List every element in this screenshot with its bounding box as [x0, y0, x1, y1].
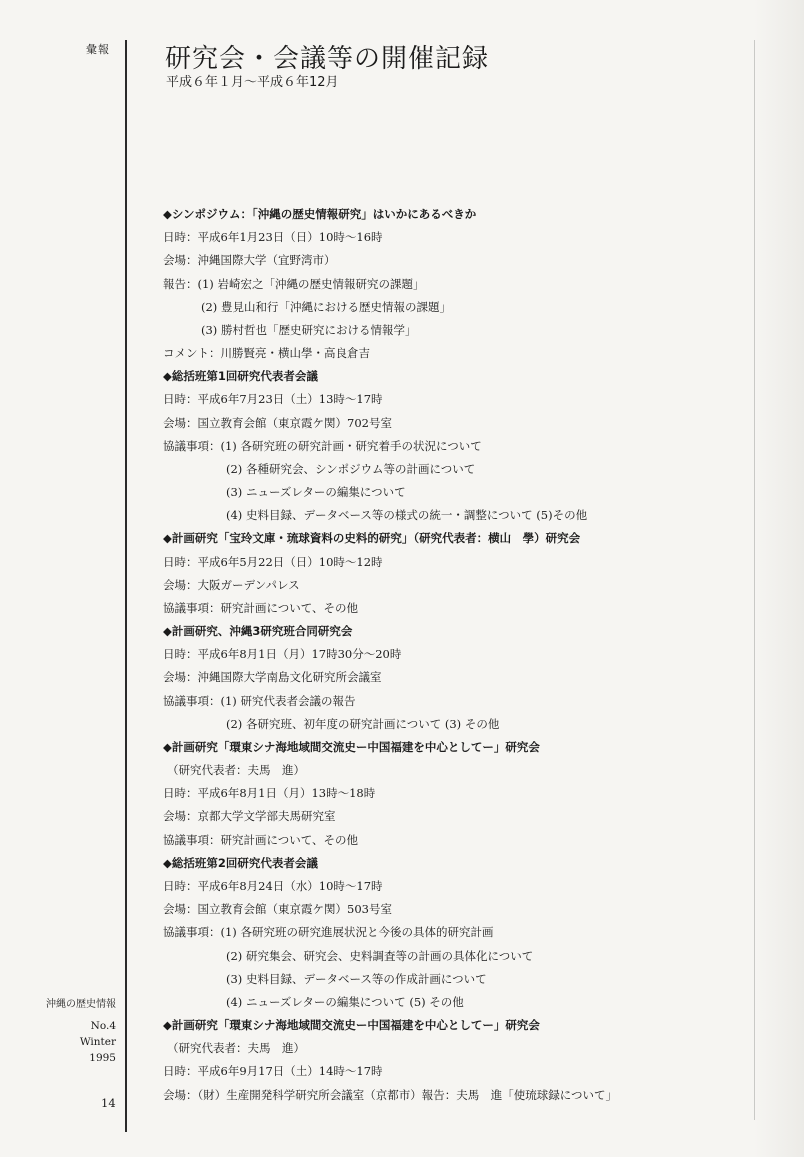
- record-heading: ◆計画研究「環東シナ海地域間交流史ー中国福建を中心としてー」研究会: [163, 739, 540, 754]
- record-line: (3) 史料目録、データベース等の作成計画について: [226, 971, 487, 986]
- record-line: 会場：国立教育会館（東京霞ケ関）702号室: [163, 415, 392, 430]
- record-line: 協議事項：研究計画について、その他: [163, 600, 359, 615]
- record-heading: ◆計画研究「宝玲文庫・琉球資料の史料的研究」（研究代表者：横山 學）研究会: [163, 531, 581, 546]
- record-line: 日時：平成6年8月1日（月）13時〜18時: [163, 786, 376, 801]
- record-heading: ◆総括班第1回研究代表者会議: [163, 369, 318, 384]
- record-line: 日時：平成6年8月24日（水）10時〜17時: [163, 878, 383, 893]
- record-line: (2) 研究集会、研究会、史料調査等の計画の具体化について: [226, 948, 534, 963]
- record-line: 日時：平成6年1月23日（日）10時〜16時: [163, 230, 383, 245]
- publication-title: 沖縄の歴史情報: [46, 999, 116, 1010]
- record-heading: ◆シンポジウム：「沖縄の歴史情報研究」はいかにあるべきか: [163, 207, 477, 221]
- record-line: コメント：川勝賢亮・横山學・高良倉吉: [163, 346, 370, 361]
- right-page-rule: [754, 40, 755, 1120]
- record-line: (3) 勝村哲也「歴史研究における情報学」: [201, 322, 417, 337]
- record-line: 日時：平成6年8月1日（月）17時30分〜20時: [163, 647, 402, 662]
- record-line: 会場：沖縄国際大学（宜野湾市）: [163, 253, 336, 268]
- record-list: [163, 203, 748, 1107]
- page-title: 研究会・会議等の開催記録: [165, 44, 490, 74]
- record-line: (3) ニューズレターの編集について: [226, 485, 406, 500]
- record-line: (4) ニューズレターの編集について (5) その他: [226, 994, 464, 1009]
- record-line: 日時：平成6年7月23日（土）13時〜17時: [163, 392, 383, 407]
- record-line: 報告：(1) 岩崎宏之「沖縄の歴史情報研究の課題」: [163, 276, 425, 291]
- record-line: 会場：京都大学文学部夫馬研究室: [163, 809, 336, 824]
- record-line: 協議事項：研究計画について、その他: [163, 832, 359, 847]
- issue-number: No.4: [90, 1020, 116, 1032]
- page-subtitle: 平成６年１月〜平成６年12月: [166, 75, 339, 90]
- record-line: (4) 史料目録、データベース等の様式の統一・調整について (5)その他: [226, 508, 588, 523]
- page-number: 14: [101, 1096, 116, 1110]
- record-line: 協議事項：(1) 研究代表者会議の報告: [163, 693, 356, 708]
- record-line: (2) 各種研究会、シンポジウム等の計画について: [226, 461, 476, 476]
- record-line: (2) 各研究班、初年度の研究計画について (3) その他: [226, 716, 500, 731]
- issue-season: Winter: [79, 1036, 116, 1048]
- record-line: (2) 豊見山和行「沖縄における歴史情報の課題」: [201, 299, 451, 314]
- issue-year: 1995: [89, 1052, 116, 1064]
- record-line: 協議事項：(1) 各研究班の研究進展状況と今後の具体的研究計画: [163, 925, 494, 940]
- section-tag: 彙報: [86, 43, 110, 56]
- record-heading: ◆総括班第2回研究代表者会議: [163, 855, 318, 870]
- margin-rule: [125, 40, 127, 1132]
- record-line: 会場：大阪ガーデンパレス: [163, 577, 300, 592]
- page-edge-shadow: [754, 0, 804, 1157]
- record-line: 日時：平成6年9月17日（土）14時〜17時: [163, 1064, 383, 1079]
- record-heading: ◆計画研究「環東シナ海地域間交流史ー中国福建を中心としてー」研究会: [163, 1018, 540, 1033]
- record-line: 会場：国立教育会館（東京霞ケ関）503号室: [163, 902, 392, 917]
- record-line: 会場：（財）生産開発科学研究所会議室（京都市）報告：夫馬 進「使琉球録について」: [163, 1087, 618, 1102]
- record-line: 協議事項：(1) 各研究班の研究計画・研究着手の状況について: [163, 438, 482, 453]
- record-line: （研究代表者：夫馬 進）: [167, 1041, 305, 1056]
- record-line: 会場：沖縄国際大学南島文化研究所会議室: [163, 670, 382, 685]
- record-heading: ◆計画研究、沖縄3研究班合同研究会: [163, 624, 353, 639]
- record-line: 日時：平成6年5月22日（日）10時〜12時: [163, 554, 383, 569]
- record-line: （研究代表者：夫馬 進）: [167, 763, 305, 778]
